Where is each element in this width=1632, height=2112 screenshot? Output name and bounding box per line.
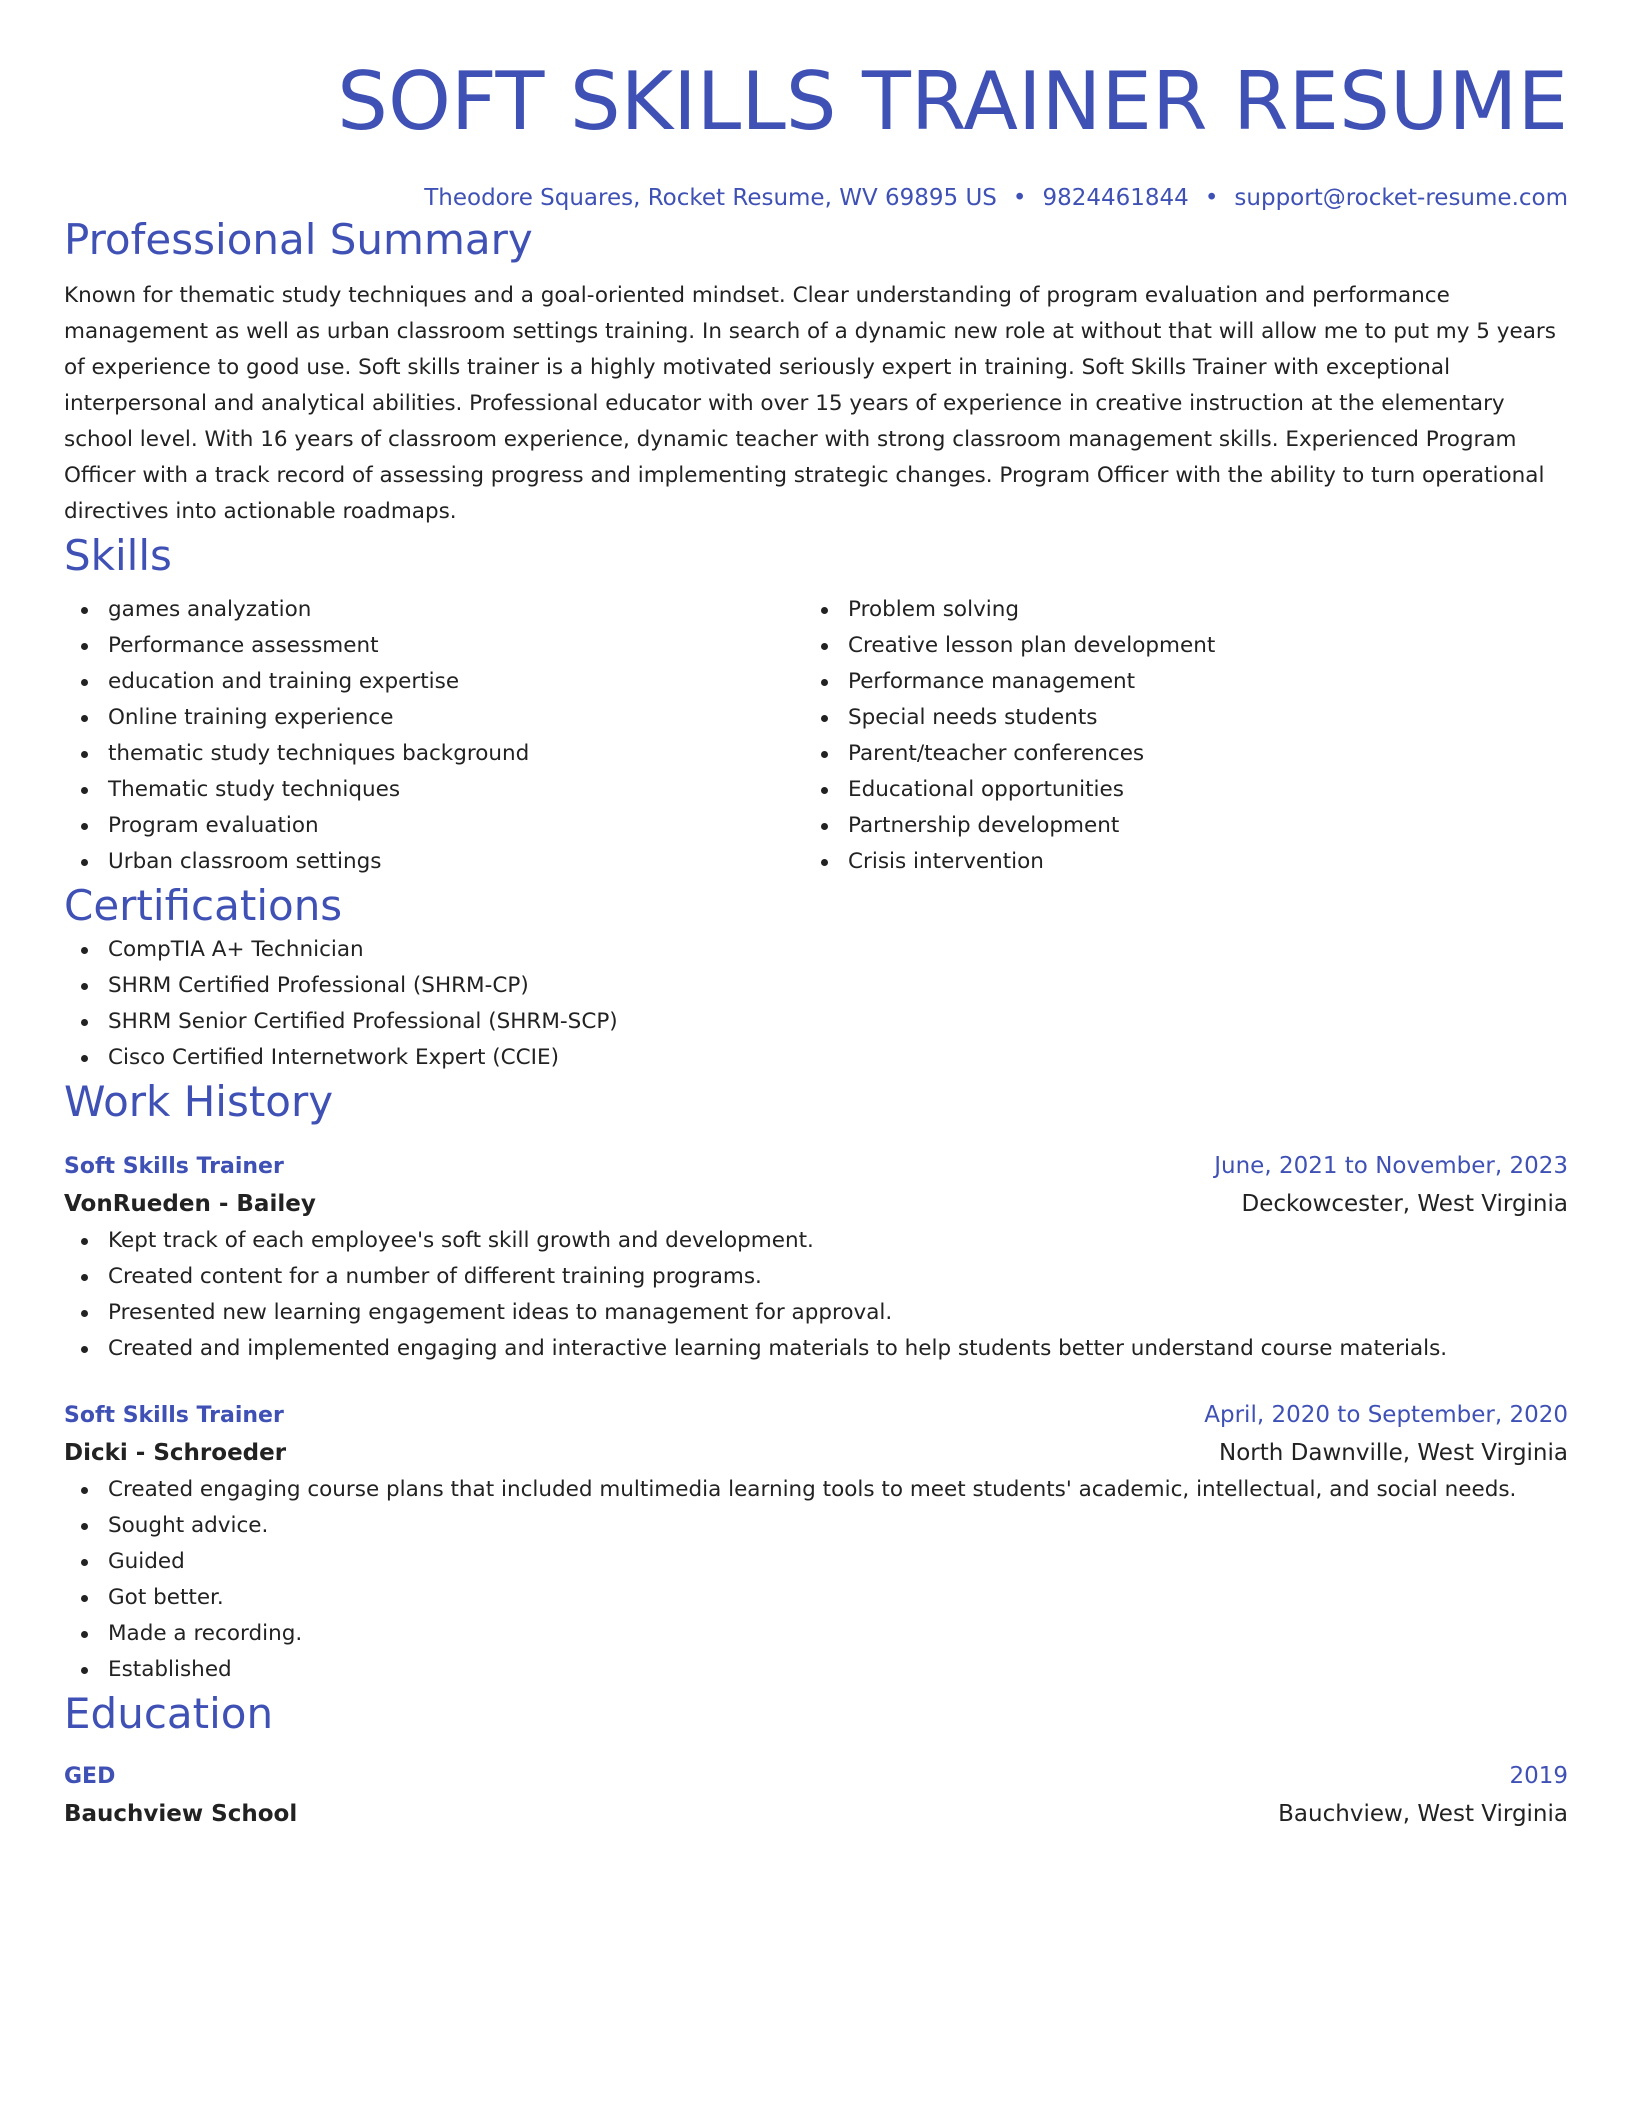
skill-item: education and training expertise xyxy=(108,664,804,700)
education-heading: Education xyxy=(64,1689,274,1738)
skill-item: Parent/teacher conferences xyxy=(848,736,1544,772)
skills-heading: Skills xyxy=(64,531,172,580)
contact-address: Theodore Squares, Rocket Resume, WV 69895 US xyxy=(424,185,997,211)
skill-item: Partnership development xyxy=(848,808,1544,844)
job-bullet: Established xyxy=(108,1652,1568,1688)
certifications-list xyxy=(64,932,1568,1076)
job-company: Dicki - Schroeder xyxy=(64,1440,287,1466)
skills-columns xyxy=(64,592,1568,880)
job-title: Soft Skills Trainer xyxy=(64,1403,284,1428)
job-bullet: Created content for a number of different training programs. xyxy=(108,1259,1568,1295)
job-bullets xyxy=(64,1223,1568,1367)
certification-item: Cisco Certified Internetwork Expert (CCIE) xyxy=(108,1040,1568,1076)
certifications-heading: Certifications xyxy=(64,881,343,930)
skill-item: Problem solving xyxy=(848,592,1544,628)
skills-column-left xyxy=(64,592,804,880)
certification-item: CompTIA A+ Technician xyxy=(108,932,1568,968)
summary-heading: Professional Summary xyxy=(64,215,533,264)
job-entry xyxy=(64,1148,1568,1367)
skill-item: Performance assessment xyxy=(108,628,804,664)
job-bullet: Sought advice. xyxy=(108,1508,1568,1544)
education-school: Bauchview School xyxy=(64,1801,298,1827)
education-entry xyxy=(64,1758,1568,1833)
job-company: VonRueden - Bailey xyxy=(64,1191,316,1217)
skill-item: Creative lesson plan development xyxy=(848,628,1544,664)
skill-item: Performance management xyxy=(848,664,1544,700)
job-bullet: Made a recording. xyxy=(108,1616,1568,1652)
job-bullets xyxy=(64,1472,1568,1688)
contact-line xyxy=(64,182,1568,214)
work-history-heading: Work History xyxy=(64,1077,334,1126)
job-bullet: Got better. xyxy=(108,1580,1568,1616)
skill-item: Educational opportunities xyxy=(848,772,1544,808)
education-year: 2019 xyxy=(1509,1763,1568,1789)
certification-item: SHRM Senior Certified Professional (SHRM-SCP) xyxy=(108,1004,1568,1040)
skill-item: Urban classroom settings xyxy=(108,844,804,880)
job-bullet: Guided xyxy=(108,1544,1568,1580)
skill-item: Thematic study techniques xyxy=(108,772,804,808)
contact-separator: • xyxy=(1204,185,1219,211)
job-dates: June, 2021 to November, 2023 xyxy=(1214,1153,1568,1179)
job-bullet: Presented new learning engagement ideas to management for approval. xyxy=(108,1295,1568,1331)
summary-text: Known for thematic study techniques and a goal-oriented mindset. Clear understanding of program evaluation and performance management as well as urban classroom settings training. In search of a dynamic new role at without that will allow me to put my 5 years of experience to good use. Soft skills trainer is a highly motivated seriously expert in training. Soft Skills Trainer with exceptional interpersonal and analytical abilities. Professional educator with over 15 years of experience in creative instruction at the elementary school level. With 16 years of classroom experience, dynamic teacher with strong classroom management skills. Experienced Program Officer with a track record of assessing progress and implementing strategic changes. Program Officer with the ability to turn operational directives into actionable roadmaps. xyxy=(64,283,1556,524)
job-location: Deckowcester, West Virginia xyxy=(1241,1191,1568,1217)
job-bullet: Created and implemented engaging and interactive learning materials to help students better understand course materials. xyxy=(108,1331,1568,1367)
skill-item: thematic study techniques background xyxy=(108,736,804,772)
job-title: Soft Skills Trainer xyxy=(64,1154,284,1179)
resume-header xyxy=(64,0,1568,214)
education-location: Bauchview, West Virginia xyxy=(1278,1801,1568,1827)
contact-separator: • xyxy=(1012,185,1027,211)
job-bullet: Created engaging course plans that included multimedia learning tools to meet students' academic, intellectual, and social needs. xyxy=(108,1472,1568,1508)
skills-column-right xyxy=(804,592,1544,880)
contact-phone: 9824461844 xyxy=(1042,185,1189,211)
contact-email: support@rocket-resume.com xyxy=(1234,185,1568,211)
job-dates: April, 2020 to September, 2020 xyxy=(1204,1402,1568,1428)
education-degree: GED xyxy=(64,1764,116,1789)
skill-item: Special needs students xyxy=(848,700,1544,736)
certification-item: SHRM Certified Professional (SHRM-CP) xyxy=(108,968,1568,1004)
job-bullet: Kept track of each employee's soft skill growth and development. xyxy=(108,1223,1568,1259)
skill-item: games analyzation xyxy=(108,592,804,628)
job-entry xyxy=(64,1397,1568,1688)
skill-item: Online training experience xyxy=(108,700,804,736)
skill-item: Crisis intervention xyxy=(848,844,1544,880)
skill-item: Program evaluation xyxy=(108,808,804,844)
job-location: North Dawnville, West Virginia xyxy=(1219,1440,1568,1466)
resume-title: SOFT SKILLS TRAINER RESUME xyxy=(337,55,1568,148)
